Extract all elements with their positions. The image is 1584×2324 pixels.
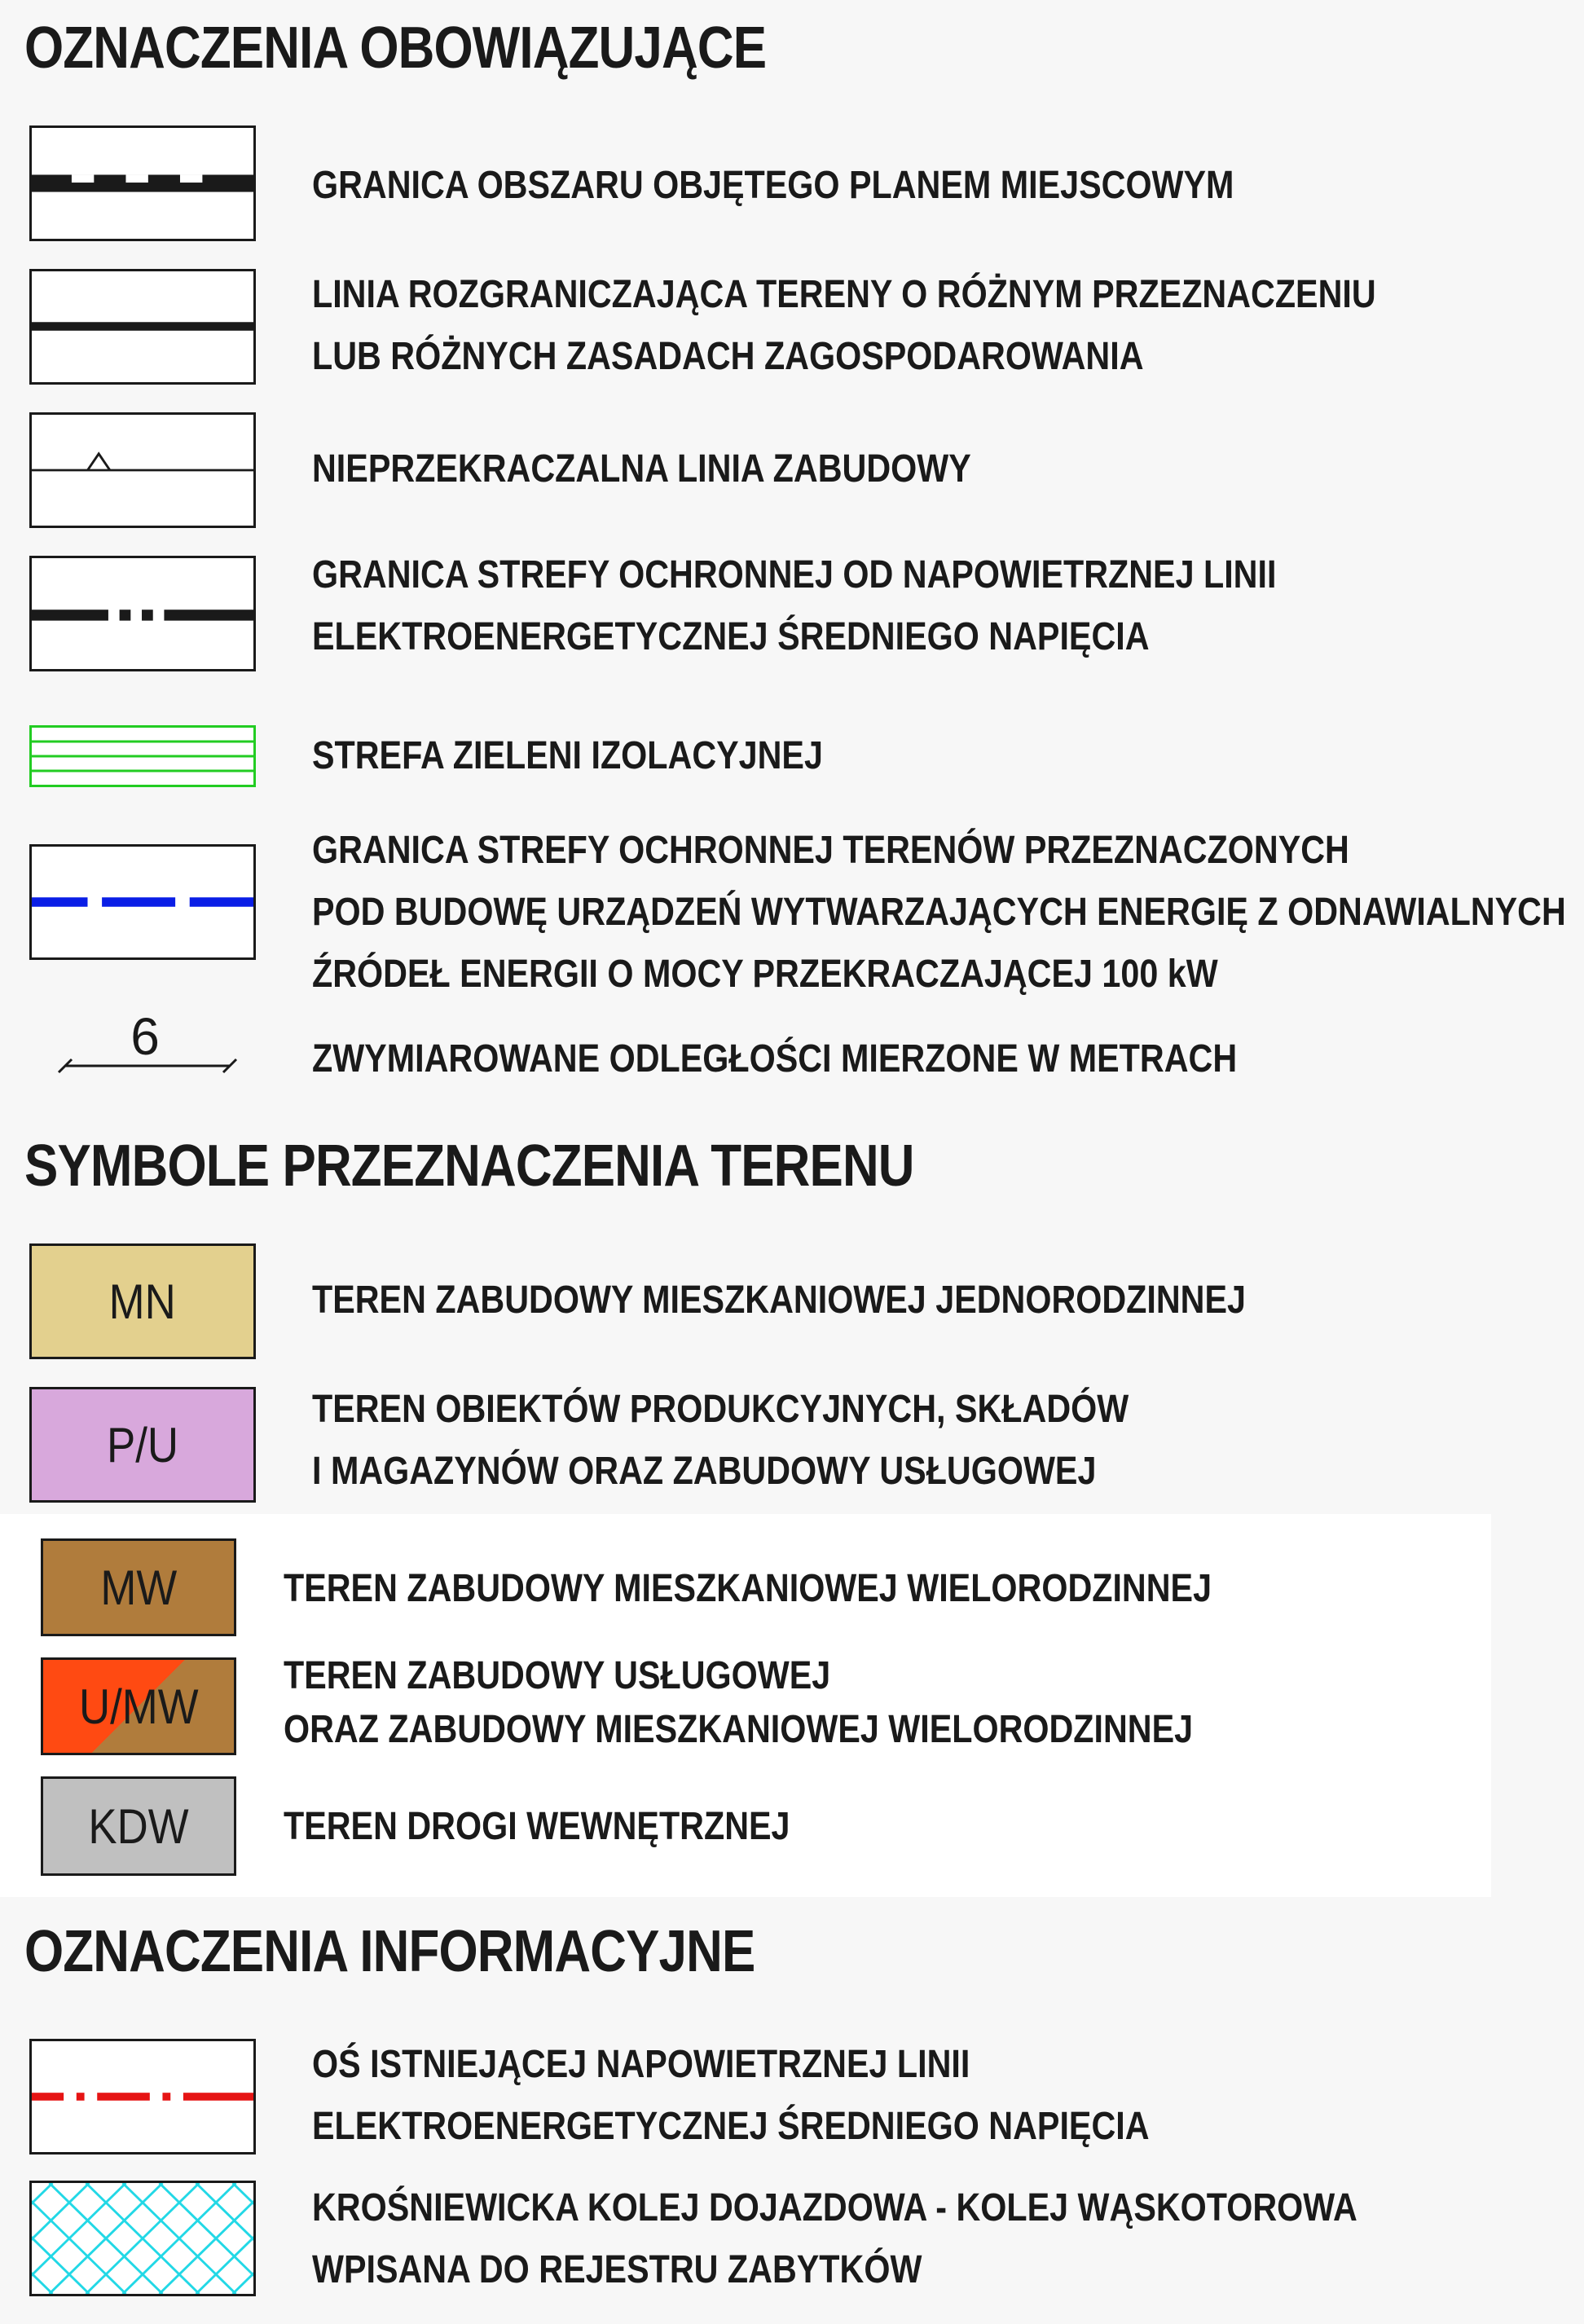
cyan-crosshatch-icon — [32, 2183, 253, 2294]
legend-label-umw: TEREN ZABUDOWY USŁUGOWEJ ORAZ ZABUDOWY MIESZKANIOWEJ WIELORODZINNEJ — [284, 1654, 1194, 1751]
legend-label-zone-line: LINIA ROZGRANICZAJĄCA TERENY O RÓŻNYM PRZEZNACZENIU LUB RÓŻNYCH ZASADACH ZAGOSPODAROWANIA — [312, 273, 1376, 378]
legend-label-green-buffer: STREFA ZIELENI IZOLACYJNEJ — [312, 734, 823, 777]
landuse-swatch-mw — [41, 1538, 236, 1636]
powerline-protection-symbol — [29, 556, 256, 671]
landuse-swatch-kdw — [41, 1776, 236, 1876]
landuse-code-pu: P/U — [106, 1417, 179, 1472]
renewable-protection-symbol — [29, 844, 256, 960]
building-line-symbol — [29, 412, 256, 528]
landuse-code-umw: U/MW — [78, 1679, 199, 1734]
dimension-line-icon — [54, 1007, 241, 1081]
dash-dot-line-icon — [32, 558, 253, 669]
section-title-informacyjne: OZNACZENIA INFORMACYJNE — [24, 1919, 755, 1984]
plan-boundary-symbol — [29, 125, 256, 241]
legend-label-renewable-protection: GRANICA STREFY OCHRONNEJ TERENÓW PRZEZNACZONYCH POD BUDOWĘ URZĄDZEŃ WYTWARZAJĄCYCH ENERGIĘ Z ODNAWIALNYCH ŹRÓDEŁ ENERGII O MOCY PRZEKRACZAJĄCEJ 100 kW — [312, 829, 1566, 996]
section-title-przeznaczenie: SYMBOLE PRZEZNACZENIA TERENU — [24, 1133, 914, 1199]
zone-line-symbol — [29, 269, 256, 385]
plan-boundary-line-icon — [32, 128, 253, 239]
section-title-obowiazujace: OZNACZENIA OBOWIĄZUJĄCE — [24, 15, 767, 81]
green-buffer-symbol — [29, 725, 256, 787]
legend-label-narrow-gauge-railway: KROŚNIEWICKA KOLEJ DOJAZDOWA - KOLEJ WĄSKOTOROWA WPISANA DO REJESTRU ZABYTKÓW — [312, 2186, 1357, 2291]
landuse-code-kdw: KDW — [88, 1798, 189, 1854]
landuse-swatch-umw — [41, 1657, 236, 1755]
legend-label-existing-powerline: OŚ ISTNIEJĄCEJ NAPOWIETRZNEJ LINII ELEKTROENERGETYCZNEJ ŚREDNIEGO NAPIĘCIA — [312, 2043, 1150, 2148]
legend-label-kdw: TEREN DROGI WEWNĘTRZNEJ — [284, 1805, 790, 1848]
blue-dashed-line-icon — [32, 847, 253, 957]
legend-label-pu: TEREN OBIEKTÓW PRODUKCYJNYCH, SKŁADÓW I MAGAZYNÓW ORAZ ZABUDOWY USŁUGOWEJ — [312, 1388, 1129, 1493]
dimension-value: 6 — [130, 1007, 160, 1066]
narrow-gauge-railway-symbol — [29, 2181, 256, 2296]
green-stripes-icon — [29, 725, 256, 787]
building-line-triangle-icon — [32, 415, 253, 526]
legend-label-dimension: ZWYMIAROWANE ODLEGŁOŚCI MIERZONE W METRACH — [312, 1037, 1238, 1081]
legend-label-mw: TEREN ZABUDOWY MIESZKANIOWEJ WIELORODZINNEJ — [284, 1567, 1212, 1610]
dimension-symbol — [54, 1007, 241, 1081]
red-dash-dot-line-icon — [32, 2041, 253, 2152]
zone-boundary-line-icon — [32, 271, 253, 382]
legend-label-plan-boundary: GRANICA OBSZARU OBJĘTEGO PLANEM MIEJSCOWYM — [312, 164, 1234, 207]
landuse-swatch-mn — [29, 1243, 256, 1359]
legend-label-building-line: NIEPRZEKRACZALNA LINIA ZABUDOWY — [312, 447, 971, 491]
landuse-code-mw: MW — [100, 1560, 177, 1615]
legend-label-powerline-protection: GRANICA STREFY OCHRONNEJ OD NAPOWIETRZNEJ LINII ELEKTROENERGETYCZNEJ ŚREDNIEGO NAPIĘCIA — [312, 553, 1277, 658]
existing-powerline-symbol — [29, 2039, 256, 2155]
landuse-code-mn: MN — [108, 1274, 177, 1329]
landuse-swatch-pu — [29, 1387, 256, 1503]
legend-label-mn: TEREN ZABUDOWY MIESZKANIOWEJ JEDNORODZINNEJ — [312, 1279, 1246, 1322]
